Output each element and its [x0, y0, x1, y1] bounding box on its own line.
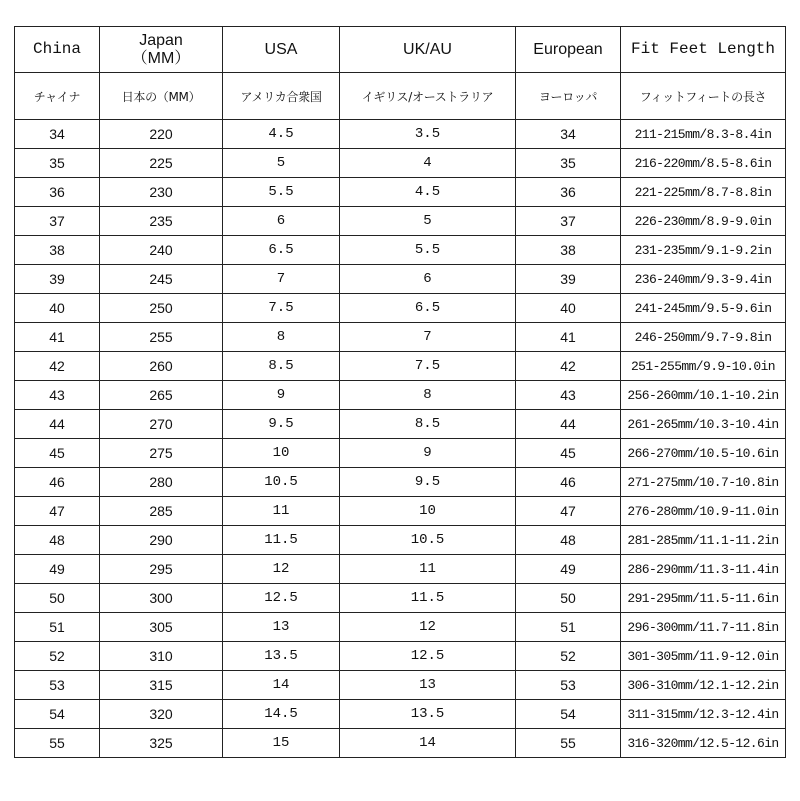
cell-european: 55	[516, 729, 621, 758]
header-fit-feet-length: Fit Feet Length	[621, 27, 786, 73]
cell-usa: 6	[223, 207, 340, 236]
cell-japan: 245	[100, 265, 223, 294]
cell-japan: 275	[100, 439, 223, 468]
cell-european: 54	[516, 700, 621, 729]
cell-china: 34	[15, 120, 100, 149]
table-row	[15, 294, 786, 323]
cell-fit-feet-length: 246-250mm/9.7-9.8in	[621, 323, 786, 352]
cell-usa: 12	[223, 555, 340, 584]
cell-ukau: 6	[340, 265, 516, 294]
cell-china: 41	[15, 323, 100, 352]
table-row	[15, 120, 786, 149]
cell-usa: 14.5	[223, 700, 340, 729]
cell-japan: 315	[100, 671, 223, 700]
cell-usa: 9	[223, 381, 340, 410]
header-jp-usa: アメリカ合衆国	[223, 73, 340, 120]
cell-japan: 320	[100, 700, 223, 729]
cell-fit-feet-length: 301-305mm/11.9-12.0in	[621, 642, 786, 671]
cell-usa: 15	[223, 729, 340, 758]
header-ukau: UK/AU	[340, 27, 516, 73]
cell-european: 52	[516, 642, 621, 671]
cell-japan: 240	[100, 236, 223, 265]
cell-ukau: 5	[340, 207, 516, 236]
table-row	[15, 671, 786, 700]
cell-european: 42	[516, 352, 621, 381]
header-jp-china: チャイナ	[15, 73, 100, 120]
cell-usa: 12.5	[223, 584, 340, 613]
table-row	[15, 700, 786, 729]
table-row	[15, 439, 786, 468]
cell-japan: 250	[100, 294, 223, 323]
cell-european: 50	[516, 584, 621, 613]
cell-ukau: 10	[340, 497, 516, 526]
table-row	[15, 381, 786, 410]
table-row	[15, 236, 786, 265]
table-row	[15, 207, 786, 236]
cell-fit-feet-length: 271-275mm/10.7-10.8in	[621, 468, 786, 497]
cell-fit-feet-length: 221-225mm/8.7-8.8in	[621, 178, 786, 207]
header-jp-european: ヨーロッパ	[516, 73, 621, 120]
cell-usa: 14	[223, 671, 340, 700]
header-japan-line1: Japan	[139, 31, 183, 49]
cell-ukau: 6.5	[340, 294, 516, 323]
cell-fit-feet-length: 296-300mm/11.7-11.8in	[621, 613, 786, 642]
cell-european: 39	[516, 265, 621, 294]
cell-china: 40	[15, 294, 100, 323]
cell-fit-feet-length: 306-310mm/12.1-12.2in	[621, 671, 786, 700]
cell-european: 40	[516, 294, 621, 323]
cell-ukau: 3.5	[340, 120, 516, 149]
table-row	[15, 613, 786, 642]
cell-ukau: 13	[340, 671, 516, 700]
cell-china: 53	[15, 671, 100, 700]
cell-fit-feet-length: 276-280mm/10.9-11.0in	[621, 497, 786, 526]
cell-european: 37	[516, 207, 621, 236]
cell-usa: 11	[223, 497, 340, 526]
cell-china: 48	[15, 526, 100, 555]
cell-china: 43	[15, 381, 100, 410]
cell-china: 42	[15, 352, 100, 381]
table-row	[15, 526, 786, 555]
cell-china: 45	[15, 439, 100, 468]
cell-fit-feet-length: 251-255mm/9.9-10.0in	[621, 352, 786, 381]
cell-european: 53	[516, 671, 621, 700]
header-usa: USA	[223, 27, 340, 73]
cell-china: 51	[15, 613, 100, 642]
cell-ukau: 9	[340, 439, 516, 468]
table-row	[15, 555, 786, 584]
cell-china: 38	[15, 236, 100, 265]
cell-fit-feet-length: 261-265mm/10.3-10.4in	[621, 410, 786, 439]
cell-european: 49	[516, 555, 621, 584]
header-japan	[100, 27, 223, 73]
cell-japan: 255	[100, 323, 223, 352]
table-row	[15, 265, 786, 294]
cell-japan: 295	[100, 555, 223, 584]
table-row	[15, 352, 786, 381]
cell-usa: 9.5	[223, 410, 340, 439]
cell-european: 44	[516, 410, 621, 439]
cell-japan: 325	[100, 729, 223, 758]
cell-usa: 13	[223, 613, 340, 642]
cell-fit-feet-length: 226-230mm/8.9-9.0in	[621, 207, 786, 236]
cell-european: 48	[516, 526, 621, 555]
cell-fit-feet-length: 256-260mm/10.1-10.2in	[621, 381, 786, 410]
cell-japan: 265	[100, 381, 223, 410]
header-row-japanese	[15, 73, 786, 120]
cell-ukau: 13.5	[340, 700, 516, 729]
cell-ukau: 8	[340, 381, 516, 410]
cell-usa: 11.5	[223, 526, 340, 555]
cell-european: 43	[516, 381, 621, 410]
cell-usa: 5.5	[223, 178, 340, 207]
cell-ukau: 5.5	[340, 236, 516, 265]
cell-japan: 270	[100, 410, 223, 439]
cell-european: 46	[516, 468, 621, 497]
cell-china: 46	[15, 468, 100, 497]
header-jp-fit: フィットフィートの長さ	[621, 73, 786, 120]
cell-ukau: 7.5	[340, 352, 516, 381]
cell-ukau: 11.5	[340, 584, 516, 613]
cell-china: 39	[15, 265, 100, 294]
cell-japan: 260	[100, 352, 223, 381]
cell-usa: 10	[223, 439, 340, 468]
table-row	[15, 178, 786, 207]
cell-fit-feet-length: 241-245mm/9.5-9.6in	[621, 294, 786, 323]
cell-fit-feet-length: 236-240mm/9.3-9.4in	[621, 265, 786, 294]
cell-japan: 230	[100, 178, 223, 207]
cell-usa: 8.5	[223, 352, 340, 381]
cell-fit-feet-length: 291-295mm/11.5-11.6in	[621, 584, 786, 613]
cell-fit-feet-length: 281-285mm/11.1-11.2in	[621, 526, 786, 555]
cell-fit-feet-length: 286-290mm/11.3-11.4in	[621, 555, 786, 584]
cell-china: 44	[15, 410, 100, 439]
table-row	[15, 584, 786, 613]
cell-china: 50	[15, 584, 100, 613]
cell-fit-feet-length: 266-270mm/10.5-10.6in	[621, 439, 786, 468]
cell-japan: 310	[100, 642, 223, 671]
cell-usa: 7	[223, 265, 340, 294]
cell-ukau: 7	[340, 323, 516, 352]
cell-china: 49	[15, 555, 100, 584]
cell-ukau: 8.5	[340, 410, 516, 439]
cell-japan: 235	[100, 207, 223, 236]
cell-fit-feet-length: 211-215mm/8.3-8.4in	[621, 120, 786, 149]
cell-china: 36	[15, 178, 100, 207]
header-japan-line2: （MM）	[131, 49, 191, 67]
cell-fit-feet-length: 216-220mm/8.5-8.6in	[621, 149, 786, 178]
table-row	[15, 642, 786, 671]
cell-european: 41	[516, 323, 621, 352]
cell-european: 45	[516, 439, 621, 468]
cell-japan: 280	[100, 468, 223, 497]
header-european: European	[516, 27, 621, 73]
cell-fit-feet-length: 316-320mm/12.5-12.6in	[621, 729, 786, 758]
cell-japan: 305	[100, 613, 223, 642]
table-row	[15, 468, 786, 497]
cell-ukau: 14	[340, 729, 516, 758]
cell-european: 34	[516, 120, 621, 149]
cell-china: 37	[15, 207, 100, 236]
cell-usa: 10.5	[223, 468, 340, 497]
cell-european: 36	[516, 178, 621, 207]
cell-ukau: 11	[340, 555, 516, 584]
cell-european: 47	[516, 497, 621, 526]
cell-ukau: 9.5	[340, 468, 516, 497]
cell-ukau: 10.5	[340, 526, 516, 555]
cell-european: 38	[516, 236, 621, 265]
header-row-english	[15, 27, 786, 73]
header-jp-japan: 日本の（MM）	[100, 73, 223, 120]
cell-usa: 7.5	[223, 294, 340, 323]
cell-japan: 300	[100, 584, 223, 613]
cell-usa: 8	[223, 323, 340, 352]
cell-ukau: 12.5	[340, 642, 516, 671]
table-row	[15, 149, 786, 178]
size-chart-body	[15, 27, 786, 758]
cell-japan: 225	[100, 149, 223, 178]
cell-usa: 5	[223, 149, 340, 178]
table-row	[15, 323, 786, 352]
size-chart-table	[14, 26, 786, 758]
cell-european: 51	[516, 613, 621, 642]
cell-japan: 220	[100, 120, 223, 149]
table-row	[15, 497, 786, 526]
cell-ukau: 4	[340, 149, 516, 178]
cell-fit-feet-length: 311-315mm/12.3-12.4in	[621, 700, 786, 729]
cell-china: 47	[15, 497, 100, 526]
cell-ukau: 12	[340, 613, 516, 642]
cell-china: 35	[15, 149, 100, 178]
cell-usa: 13.5	[223, 642, 340, 671]
header-jp-ukau: イギリス/オーストラリア	[340, 73, 516, 120]
table-row	[15, 410, 786, 439]
cell-usa: 4.5	[223, 120, 340, 149]
cell-fit-feet-length: 231-235mm/9.1-9.2in	[621, 236, 786, 265]
cell-european: 35	[516, 149, 621, 178]
cell-japan: 285	[100, 497, 223, 526]
table-row	[15, 729, 786, 758]
cell-ukau: 4.5	[340, 178, 516, 207]
cell-japan: 290	[100, 526, 223, 555]
cell-china: 55	[15, 729, 100, 758]
cell-china: 52	[15, 642, 100, 671]
cell-usa: 6.5	[223, 236, 340, 265]
header-china: China	[15, 27, 100, 73]
cell-china: 54	[15, 700, 100, 729]
